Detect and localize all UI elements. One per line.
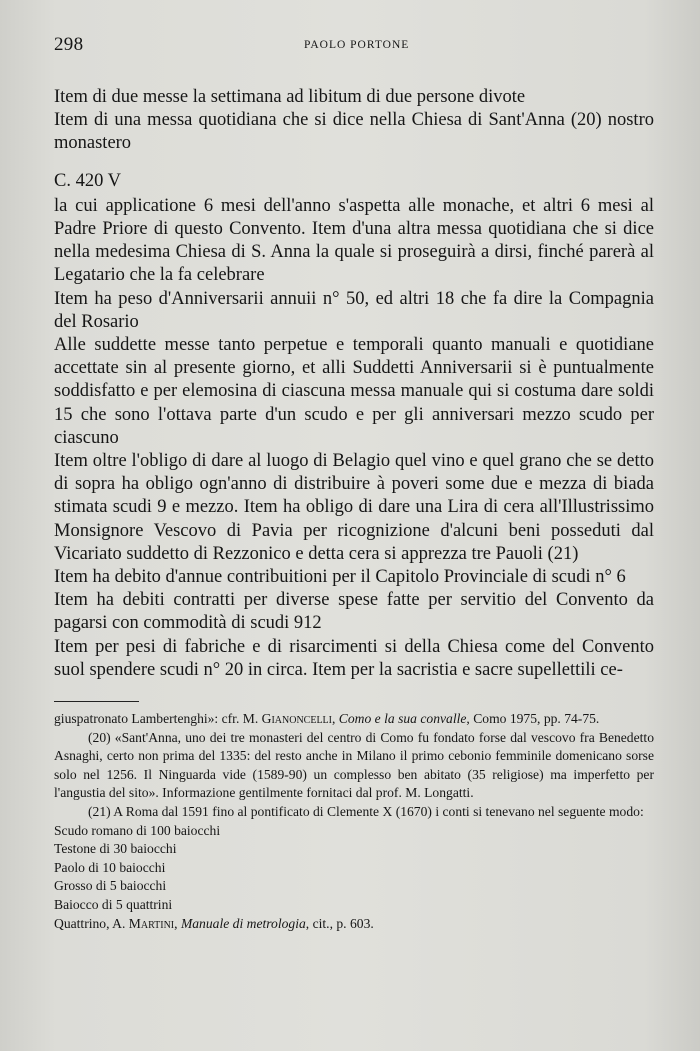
author-name: Gianoncelli xyxy=(261,711,332,726)
paragraph-9: Item per pesi di fabriche e di risarcimenti si della Chiesa come del Convento suol spendere scudi n° 20 in circa. Item per la sacristia e sacre supellettili ce- xyxy=(54,636,654,680)
paragraph-2: Item di una messa quotidiana che si dice nella Chiesa di Sant'Anna (20) nostro monastero xyxy=(54,110,654,154)
unit-line: Baiocco di 5 quattrini xyxy=(54,896,173,912)
footnote-rule xyxy=(54,701,139,702)
unit-line: Paolo di 10 baiocchi xyxy=(54,859,166,875)
paragraph-7: Item ha debito d'annue contribuitioni per il Capitolo Provinciale di scudi n° 6 xyxy=(54,567,626,588)
paragraph-4: Item ha peso d'Anniversarii annuii n° 50, ed altri 18 che fa dire la Compagnia del Rosario xyxy=(54,288,654,332)
book-title: Manuale di metrologia xyxy=(180,915,306,931)
page-header xyxy=(54,34,660,58)
folio-heading: C. 420 V xyxy=(54,170,121,191)
footnotes xyxy=(54,710,654,933)
paragraph-8: Item ha debiti contratti per diverse spese fatte per servitio del Convento da pagarsi con commodità di scudi 912 xyxy=(54,590,654,634)
unit-line: Grosso di 5 baiocchi xyxy=(54,878,167,894)
author-name: Martini xyxy=(128,915,175,931)
footnote-21: (21) A Roma dal 1591 fino al pontificato di Clemente X (1670) i conti si tenevano nel seguente modo: xyxy=(88,803,644,819)
footnote-20: (20) «Sant'Anna, uno dei tre monasteri del centro di Como fu fondato forse dal vescovo fra Benedetto Asnaghi, certo non prima del 1335: del resto anche in Milano il primo cebonio femminile domenicano sorse solo nel 1256. Il Ninguarda vide (1589-90) un complesso ben abitato (35 religiose) ma imperfetto per l'angustia del sito». Informazione gentilmente fornitaci dal prof. M. Longatti. xyxy=(54,729,654,801)
paragraph-3: la cui applicatione 6 mesi dell'anno s'aspetta alle monache, et altri 6 mesi al Padre Priore di questo Convento. Item d'una altra messa quotidiana che si dice nella medesima Chiesa di S. Anna la quale si proseguirà a dirsi, finché parerà al Legatario che la fa celebrare xyxy=(54,195,654,286)
running-head: PAOLO PORTONE xyxy=(304,39,410,51)
book-title: Como e la sua convalle xyxy=(338,711,467,726)
paragraph-6: Item oltre l'obligo di dare al luogo di Belagio quel vino e quel grano che se detto di sopra ha obligo ogn'anno di distribuire à poveri some due e mezza di biada stimata scudi 9 e mezzo. Item ha obligo di dare una Lira di cera all'Illustrissimo Monsignore Vescovo di Pavia per ricognizione d'alcuni beni posseduti dal Vicariato suddetto di Rezzonico e detta cera si apprezza tre Pauoli (21) xyxy=(54,451,654,564)
page-number: 298 xyxy=(54,34,84,55)
unit-line: Scudo romano di 100 baiocchi xyxy=(54,822,221,838)
unit-line: Testone di 30 baiocchi xyxy=(54,841,177,857)
paragraph-1: Item di due messe la settimana ad libitum di due persone divote xyxy=(54,87,526,107)
footnote-continuation: giuspatronato Lambertenghi»: cfr. M. Gianoncelli, Como e la sua convalle, Como 1975, pp. 74-75. xyxy=(54,711,600,726)
main-text xyxy=(54,86,654,682)
paragraph-5: Alle suddette messe tanto perpetue e temporali quanto manuali e quotidiane accettate sin al presente giorno, et alli Suddetti Anniversarii si è puntualmente soddisfatto e per elemosina di ciascuna messa manuale qui si costuma dare soldi 15 che sono l'ottava parte d'un scudo e per gli anniversari mezzo scudo per ciascuno xyxy=(54,335,654,448)
footnote-source: Quattrino, A. Martini, Manuale di metrologia, cit., p. 603. xyxy=(54,915,374,931)
